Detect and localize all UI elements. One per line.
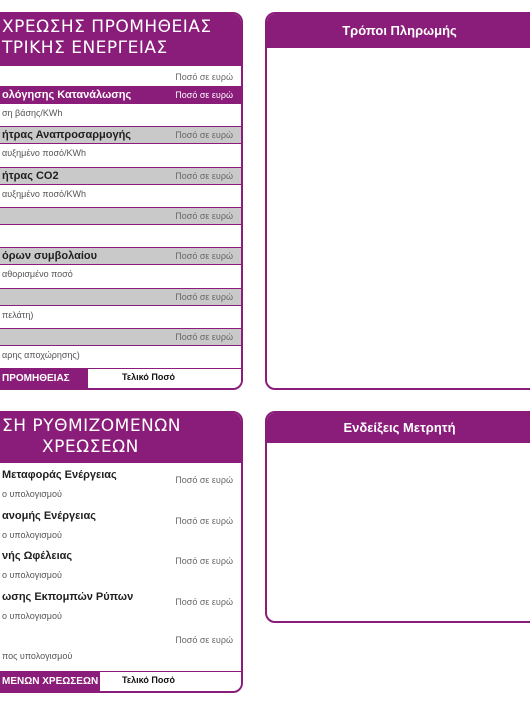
regulated-row-label: νής Ωφέλειας [2, 550, 73, 562]
regulated-row-amount: Ποσό σε ευρώ [175, 635, 233, 645]
supply-row-sub [0, 266, 241, 284]
regulated-title-line1: ΣΗ ΡΥΘΜΙΖΟΜΕΝΩΝ [2, 416, 181, 436]
regulated-row-sub: ο υπολογισμού [2, 489, 62, 499]
regulated-row-label: ανομής Ενέργειας [2, 510, 96, 522]
supply-row-sub [0, 347, 241, 365]
meter-readings-header [267, 413, 530, 443]
supply-row-amount: Ποσό σε ευρώ [175, 130, 233, 140]
supply-row-label: ήτρας CO2 [2, 170, 59, 182]
payment-methods-panel [265, 12, 530, 390]
supply-row-sub-label: αρης αποχώρησης) [2, 350, 80, 360]
supply-row-blank [0, 207, 241, 225]
supply-row-sub-label: πελάτη) [2, 310, 34, 320]
supply-row-sub-label: αυξημένο ποσό/KWh [2, 189, 87, 199]
supply-row-sub [0, 307, 241, 325]
regulated-row-sub: ο υπολογισμού [2, 570, 62, 580]
supply-row-customer [0, 288, 241, 306]
supply-footer-label: ΠΡΟΜΗΘΕΙΑΣ [0, 369, 88, 388]
supply-row-amount: Ποσό σε ευρώ [175, 90, 233, 100]
regulated-row-label: ωσης Εκπομπών Ρύπων [2, 591, 134, 603]
supply-footer-total: Τελικό Ποσό [122, 372, 175, 382]
supply-row-amount: Ποσό σε ευρώ [175, 171, 233, 181]
supply-title-line1: ΧΡΕΩΣΗΣ ΠΡΟΜΗΘΕΙΑΣ [2, 17, 212, 37]
supply-row-label: ολόγησης Κατανάλωσης [2, 89, 132, 101]
regulated-charges-header [0, 413, 241, 463]
payment-methods-title: Τρόποι Πληρωμής [342, 23, 457, 38]
supply-top-amount-row [0, 69, 241, 87]
supply-row-label: όρων συμβολαίου [2, 250, 98, 262]
payment-methods-header [267, 14, 530, 48]
supply-row-amount: Ποσό σε ευρώ [175, 211, 233, 221]
supply-row-sub [0, 186, 241, 204]
regulated-row-amount: Ποσό σε ευρώ [175, 556, 233, 566]
supply-row-amount: Ποσό σε ευρώ [175, 292, 233, 302]
supply-row-consumption [0, 86, 241, 104]
regulated-row-sub: ο υπολογισμού [2, 530, 62, 540]
meter-readings-title: Ενδείξεις Μετρητή [343, 420, 456, 435]
supply-charges-panel [0, 12, 243, 390]
regulated-row-amount: Ποσό σε ευρώ [175, 597, 233, 607]
supply-row-sub-label: ση βάσης/KWh [2, 108, 63, 118]
supply-footer [0, 368, 241, 388]
supply-row-contract-terms [0, 247, 241, 265]
regulated-row-sub: πος υπολογισμού [2, 651, 73, 661]
supply-row-sub [0, 226, 241, 244]
supply-row-sub [0, 145, 241, 163]
supply-row-early-exit [0, 328, 241, 346]
regulated-footer [0, 671, 241, 691]
supply-charges-header [0, 14, 241, 66]
supply-row-sub-label: αθορισμένο ποσό [2, 269, 73, 279]
regulated-footer-label: ΜΕΝΩΝ ΧΡΕΩΣΕΩΝ [0, 672, 100, 691]
supply-row-adjustment [0, 126, 241, 144]
supply-top-amount: Ποσό σε ευρώ [175, 72, 233, 82]
meter-readings-panel [265, 411, 530, 623]
supply-title-line2: ΤΡΙΚΗΣ ΕΝΕΡΓΕΙΑΣ [2, 38, 168, 58]
supply-row-sub [0, 105, 241, 123]
regulated-row-amount: Ποσό σε ευρώ [175, 475, 233, 485]
supply-row-amount: Ποσό σε ευρώ [175, 332, 233, 342]
regulated-row-amount: Ποσό σε ευρώ [175, 516, 233, 526]
regulated-title-line2: ΧΡΕΩΣΕΩΝ [42, 437, 139, 457]
regulated-charges-panel [0, 411, 243, 693]
regulated-footer-total: Τελικό Ποσό [122, 675, 175, 685]
supply-row-amount: Ποσό σε ευρώ [175, 251, 233, 261]
regulated-row-label: Μεταφοράς Ενέργειας [2, 469, 117, 481]
supply-row-label: ήτρας Αναπροσαρμογής [2, 129, 132, 141]
supply-row-co2 [0, 167, 241, 185]
regulated-row-sub: ο υπολογισμού [2, 611, 62, 621]
supply-row-sub-label: αυξημένο ποσό/KWh [2, 148, 87, 158]
